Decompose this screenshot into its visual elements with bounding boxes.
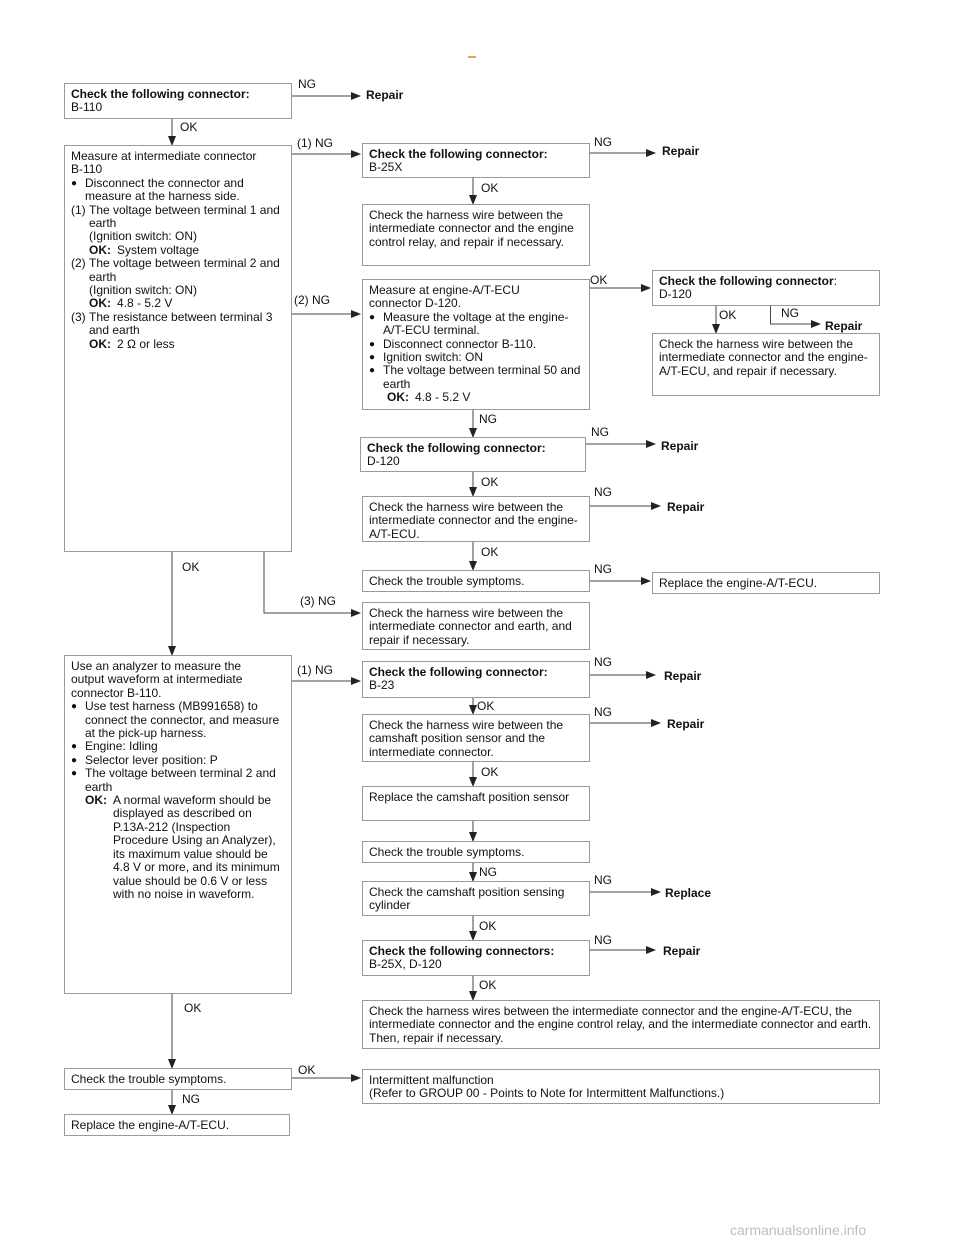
box-check-harness-camshaft [362, 714, 590, 762]
action-repair: Repair [661, 439, 699, 453]
box-check-harness-ecu [362, 496, 590, 542]
box-body: Check the harness wire between the intermediate connector and the engine-A/T-ECU. [369, 500, 578, 541]
action-repair: Repair [825, 319, 863, 333]
label-ok: OK [298, 1063, 316, 1077]
ok-criteria [71, 297, 285, 310]
box-title: Check the following connector [659, 274, 834, 288]
numbered-item-2 [71, 257, 285, 284]
label-ok: OK [477, 699, 495, 713]
box-body: Replace the engine-A/T-ECU. [659, 576, 818, 590]
label-ng: NG [182, 1092, 200, 1106]
text-line: Measure at engine-A/T-ECU [369, 283, 520, 297]
box-check-harness-wires-all [362, 1000, 880, 1049]
ok-label: OK: [387, 390, 409, 405]
box-check-connectors-b25x-d120 [362, 940, 590, 976]
label-ok: OK [180, 120, 198, 134]
ok-text: 4.8 - 5.2 V [415, 390, 471, 405]
box-body: Intermittent malfunction (Refer to GROUP 00 - Points to Note for Intermittent Malfunctions.) [369, 1073, 725, 1101]
label-ok: OK [479, 919, 497, 933]
box-body: Check the trouble symptoms. [71, 1072, 227, 1086]
box-body: Check the harness wires between the intermediate connector and the engine-A/T-ECU, the intermediate connector and the engine control relay, and the intermediate connector and earth. Then, repair if necessary. [369, 1004, 872, 1045]
box-body: Check the camshaft position sensing cylinder [369, 885, 565, 913]
label-ng: NG [781, 306, 799, 320]
label-ng: NG [594, 562, 612, 576]
label-ok: OK [182, 560, 200, 574]
action-repair: Repair [664, 669, 702, 683]
item-sub: (Ignition switch: ON) [89, 229, 198, 244]
box-body: Check the trouble symptoms. [369, 574, 525, 588]
box-title: Check the following connector: [71, 87, 250, 101]
action-replace: Replace [665, 886, 712, 900]
box-check-harness-relay [362, 204, 590, 266]
label-ng: NG [298, 77, 316, 91]
box-body: Check the harness wire between the intermediate connector and the engine-A/T-ECU, and repair if necessary. [659, 337, 868, 378]
label-ok: OK [481, 181, 499, 195]
ok-label: OK: [85, 793, 107, 808]
box-body: Check the harness wire between the intermediate connector and the engine control relay, and repair if necessary. [369, 208, 574, 249]
item-number: (1) [71, 202, 86, 217]
watermark: carmanualsonline.info [730, 1222, 867, 1238]
action-repair: Repair [366, 88, 404, 102]
ok-label: OK: [89, 242, 111, 257]
box-check-harness-ecu-right [652, 333, 880, 396]
numbered-item-3 [71, 311, 285, 338]
box-title: Check the following connector: [369, 147, 548, 161]
label-1-ng: (1) NG [297, 136, 333, 150]
box-intermittent-malfunction [362, 1069, 880, 1104]
box-title: Check the following connector: [369, 665, 548, 679]
ok-text: 4.8 - 5.2 V [117, 296, 173, 311]
box-analyzer-waveform [64, 655, 292, 994]
label-ng: NG [594, 655, 612, 669]
box-measure-ecu-d120 [362, 279, 590, 410]
box-check-connector-d120 [360, 437, 586, 472]
text-line: output waveform at intermediate [71, 672, 243, 687]
box-title-row [659, 275, 873, 288]
label-ng: NG [479, 412, 497, 426]
bullet-item: ● The voltage between terminal 2 and earth [71, 767, 285, 794]
item-text: The resistance between terminal 3 and earth [89, 309, 273, 338]
item-number: (3) [71, 309, 86, 324]
bullet-item: ● Disconnect connector B-110. [369, 338, 583, 351]
box-body: D-120 [367, 454, 400, 469]
ok-text: A normal waveform should be displayed as described on P.13A-212 (Inspection Procedure Using an Analyzer), its maximum value should be 4.8 V or more, and its minimum value should be 0.6 V or less with no noise in waveform. [113, 793, 280, 901]
label-ng: NG [594, 873, 612, 887]
box-replace-ecu [652, 572, 880, 594]
bullet-item: ● Measure the voltage at the engine-A/T-ECU terminal. [369, 311, 583, 338]
text-line: B-110 [71, 162, 103, 177]
box-body: D-120 [659, 287, 692, 302]
box-check-trouble-symptoms-2 [362, 841, 590, 863]
action-repair: Repair [663, 944, 701, 958]
box-body: Check the trouble symptoms. [369, 845, 525, 859]
label-ok: OK [719, 308, 737, 322]
ok-label: OK: [89, 296, 111, 311]
label-ok: OK [481, 545, 499, 559]
action-repair: Repair [662, 144, 700, 158]
label-ok: OK [479, 978, 497, 992]
bullet-item: ● The voltage between terminal 50 and earth [369, 364, 583, 391]
box-check-sensing-cylinder [362, 881, 590, 916]
label-ok: OK [481, 475, 499, 489]
bullet-item: ● Disconnect the connector and measure at the harness side. [71, 177, 285, 204]
text-line: Use an analyzer to measure the [71, 659, 242, 673]
text-line: Measure at intermediate connector [71, 149, 257, 163]
box-check-connector-b23 [362, 661, 590, 698]
label-ng: NG [591, 425, 609, 439]
item-sub: (Ignition switch: ON) [89, 283, 198, 298]
label-ng: NG [594, 135, 612, 149]
box-body: B-110 [71, 100, 103, 115]
label-ok: OK [481, 765, 499, 779]
box-check-connector-d120-right [652, 270, 880, 306]
text-line: connector B-110. [71, 685, 162, 700]
bullet-item: ● Engine: Idling [71, 740, 285, 753]
box-replace-camshaft-sensor [362, 786, 590, 821]
bullet-item: ● Selector lever position: P [71, 754, 285, 767]
box-replace-ecu-final [64, 1114, 290, 1136]
box-title-colon: : [833, 274, 838, 288]
action-repair: Repair [667, 500, 705, 514]
box-body: Check the harness wire between the intermediate connector and earth, and repair if necessary. [369, 606, 572, 647]
label-ng: NG [594, 933, 612, 947]
bullet-item: ● Use test harness (MB991658) to connect the connector, and measure at the pick-up harness. [71, 700, 285, 740]
label-ng: NG [594, 485, 612, 499]
box-body: Replace the engine-A/T-ECU. [71, 1118, 230, 1132]
ok-criteria [71, 338, 285, 351]
divider [770, 306, 771, 324]
ok-criteria [71, 794, 285, 901]
ok-text: System voltage [117, 242, 200, 257]
action-repair: Repair [667, 717, 705, 731]
box-check-trouble-symptoms-3 [64, 1068, 292, 1090]
box-body: B-25X, D-120 [369, 957, 442, 972]
item-number: (2) [71, 256, 86, 271]
label-ng: NG [479, 865, 497, 879]
text-line: connector D-120. [369, 296, 462, 311]
box-check-harness-earth [362, 602, 590, 650]
label-2-ng: (2) NG [294, 293, 330, 307]
box-check-connector-b110 [64, 83, 292, 119]
box-body: B-25X [369, 160, 403, 175]
ok-criteria [71, 244, 285, 257]
ok-text: 2 Ω or less [117, 336, 175, 351]
box-check-trouble-symptoms [362, 570, 590, 592]
label-3-ng: (3) NG [300, 594, 336, 608]
numbered-item-1 [71, 204, 285, 231]
bullet-item: ● Ignition switch: ON [369, 351, 583, 364]
item-text: The voltage between terminal 2 and earth [89, 256, 280, 284]
label-ng: NG [594, 705, 612, 719]
box-body: Replace the camshaft position sensor [369, 790, 570, 804]
box-title: Check the following connector: [367, 441, 546, 455]
ok-criteria [369, 391, 583, 404]
box-body: B-23 [369, 678, 395, 693]
box-check-connector-b25x [362, 143, 590, 178]
label-ok: OK [184, 1001, 202, 1015]
label-ok: OK [590, 273, 608, 287]
item-text: The voltage between terminal 1 and earth [89, 202, 280, 231]
box-measure-intermediate-b110 [64, 145, 292, 552]
ok-label: OK: [89, 336, 111, 351]
label-1-ng: (1) NG [297, 663, 333, 677]
box-title: Check the following connectors: [369, 944, 555, 958]
box-body: Check the harness wire between the camshaft position sensor and the intermediate connector. [369, 718, 564, 759]
